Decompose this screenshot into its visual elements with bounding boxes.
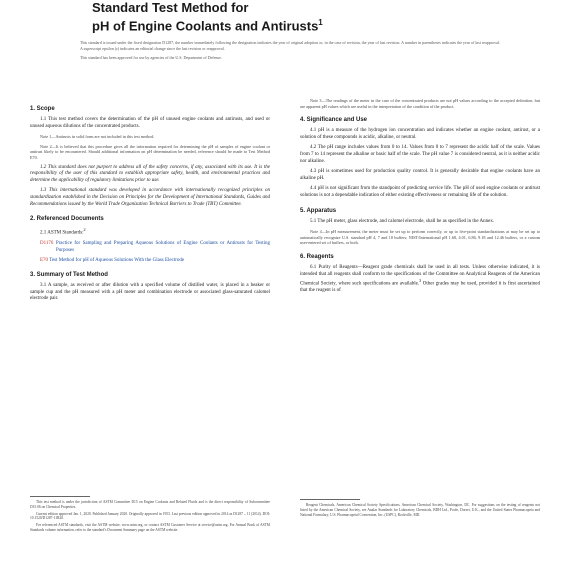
paragraph-1-1: 1.1 This test method covers the determination of the pH of unused engine coolants and antirusts, and used or unused aqueous dilutions of the concentrated products. xyxy=(30,117,270,129)
reference-designation[interactable]: D1176 xyxy=(40,241,54,247)
reference-designation[interactable]: E70 xyxy=(40,257,49,263)
reference-d1176[interactable] xyxy=(30,241,270,254)
astm-standards-intro: 2.1 ASTM Standards:$^2$ xyxy=(40,227,86,236)
note-2: Note 2—It is believed that this procedure gives all the information required for determining the pH of samples of engine coolant or antirust likely to be encountered. Should additional information on pH determination be needed, reference should be made to Test Method E70. xyxy=(30,143,270,160)
paragraph-4-1: 4.1 pH is a measure of the hydrogen ion concentration and indicates whether an engine coolant, antirust, or a solution of these compounds is acidic, alkaline, or neutral. xyxy=(300,128,540,140)
paragraph-4-2: 4.2 The pH range includes values from 0 to 14. Values from 0 to 7 represent the acidic half of the scale. Values from 7 to 14 represent the alkaline or basic half of the scale. The pH value 7 is considered neutral, as it is neither acidic nor alkaline. xyxy=(300,145,540,164)
footnotes-left xyxy=(30,500,270,535)
reference-title-link[interactable]: Test Method for pH of Aqueous Solutions With the Glass Electrode xyxy=(49,257,185,263)
scope-heading: 1. Scope xyxy=(30,106,55,112)
note-1: Note 1—Antirusts in solid form are not included in this test method. xyxy=(40,134,155,140)
designation-note: This standard is issued under the fixed designation D1287; the number immediately following the designation indicates the year of original adoption or, in the case of revision, the year of last revision. A number in parentheses indicates the year of last reapproval. A superscript epsilon (ε) indicates an editorial change since the last revision or reapproval. xyxy=(80,40,500,51)
document-title xyxy=(92,0,512,33)
paragraph-1-3: 1.3 This international standard was developed in accordance with internationally recognized principles on standardization established in the Decision on Principles for the Development of International Standards, Guides and Recommendations issued by the World Trade Organization Technical Barriers to Trade (TBT) Committee. xyxy=(30,188,270,207)
paragraph-6-1: 6.1 Purity of Reagents—Reagent grade chemicals shall be used in all tests. Unless otherwise indicated, it is intended that all reagents shall conform to the specifications of the Committee on Analytical Reagents of the American Chemical Society, where such specifications are available.$^3$ Other grades may be used, provided it is first ascertained that the reagent is of xyxy=(300,264,540,294)
right-column xyxy=(300,98,540,299)
left-column xyxy=(30,98,270,307)
referenced-documents-heading: 2. Referenced Documents xyxy=(30,216,104,223)
footnote-1-edition: Current edition approved Jan. 1, 2020. Published January 2020. Originally approved in 1953. Last previous edition approved in 2014 as D1287 – 11 (2014). DOI: 10.1520/D1287-11R20. xyxy=(30,511,270,521)
apparatus-heading: 5. Apparatus xyxy=(300,207,337,214)
note-4: Note 4—In pH measurement, the meter must be set up to perform correctly, or up to five-point standardizations at may be set up to automatically recognize U.S. standard pH 4, 7 and 10 buffers; NIST/International pH 1.68, 4.01, 6.86, 9.18 and 12.46 buffers, or a custom user-entered set of buffers, or both. xyxy=(300,229,540,246)
footnote-rule-left xyxy=(30,496,90,497)
preamble xyxy=(80,40,500,65)
title-line-2: pH of Engine Coolants and Antirusts xyxy=(92,18,319,34)
paragraph-1-2: 1.2 This standard does not purport to address all of the safety concerns, if any, associated with its use. It is the responsibility of the user of this standard to establish appropriate safety, health, and environmental practices and determine the applicability of regulatory limitations prior to use. xyxy=(30,164,270,183)
paragraph-5-1: 5.1 The pH meter, glass electrode, and calomel electrode, shall be as specified in the Annex. xyxy=(310,218,495,224)
title-line-1: Standard Test Method for xyxy=(92,0,249,15)
paragraph-4-3: 4.3 pH is sometimes used for production quality control. It is generally desirable that engine coolants have an alkaline pH. xyxy=(300,169,540,181)
paragraph-4-4: 4.4 pH is not significant from the standpoint of predicting service life. The pH of used engine coolants or antirust solutions is not a dependable indication of either existing effectiveness or remaining life of the solution. xyxy=(300,186,540,198)
summary-heading: 3. Summary of Test Method xyxy=(30,272,108,279)
footnote-2: For referenced ASTM standards, visit the ASTM website, www.astm.org, or contact ASTM Customer Service at service@astm.org. For Annual Book of ASTM Standards volume information, refer to the standard's Document Summary page on the ASTM website. xyxy=(30,523,270,532)
note-3: Note 3—The readings of the meter in the case of the concentrated products are not pH values according to the accepted definition, but are apparent pH values which are useful in the interpretation of the condition of the product. xyxy=(300,98,540,109)
paragraph-3-1: 3.1 A sample, as received or after dilution with a specified volume of distilled water, is placed in a beaker or sample cup and the pH measured with a pH meter and combination electrode or associated glass-saturated calomel electrode pair. xyxy=(30,283,270,302)
title-footnote-mark: 1 xyxy=(318,18,323,27)
significance-heading: 4. Significance and Use xyxy=(300,117,368,124)
reagents-heading: 6. Reagents xyxy=(300,253,334,260)
footnote-1: This test method is under the jurisdiction of ASTM Committee D15 on Engine Coolants and Related Fluids and is the direct responsibility of Subcommittee D15.06 on Chemical Properties. xyxy=(30,500,270,509)
footnotes-right xyxy=(300,503,540,519)
dod-approval-note: This standard has been approved for use by agencies of the U.S. Department of Defense. xyxy=(80,55,222,61)
footnote-3: Reagent Chemicals, American Chemical Society Specifications, American Chemical Society, Washington, DC. For suggestions on the testing of reagents not listed by the American Chemical Society, see Analar Standards for Laboratory Chemicals, BDH Ltd., Poole, Dorset, U.K., and the United States Pharmacopeia and National Formulary, U.S. Pharmacopeial Convention, Inc. (USPC), Rockville, MD. xyxy=(300,503,540,517)
footnote-rule-right xyxy=(300,499,360,500)
reference-title-link[interactable]: Practice for Sampling and Preparing Aqueous Solutions of Engine Coolants or Antirusts for Testing Purposes xyxy=(55,241,270,253)
reference-e70[interactable] xyxy=(30,258,270,265)
